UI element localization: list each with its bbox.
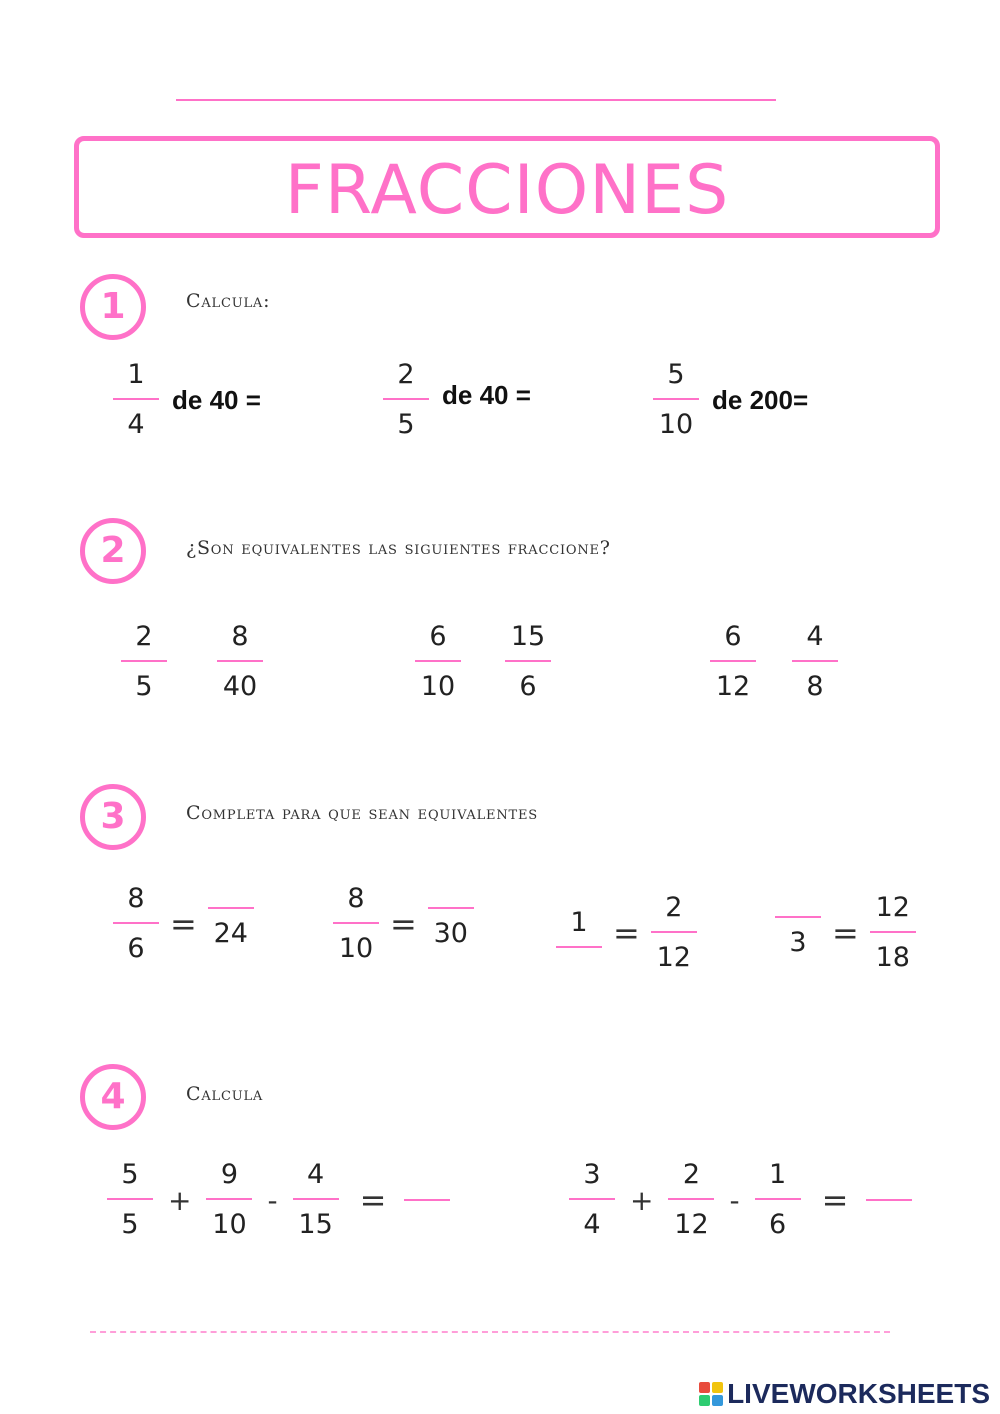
denominator: 40 <box>222 671 258 702</box>
section-3-instruction: Completa para que sean equivalentes <box>186 802 538 824</box>
ex3-item <box>112 884 255 964</box>
denominator: 5 <box>135 671 153 702</box>
numerator: 12 <box>875 892 910 923</box>
denominator: 10 <box>658 409 694 440</box>
denominator: 3 <box>789 927 807 958</box>
fraction <box>652 360 700 440</box>
answer-fraction[interactable] <box>774 908 822 958</box>
numerator: 4 <box>306 1159 325 1190</box>
numerator: 2 <box>135 621 153 652</box>
denominator: 10 <box>212 1209 247 1240</box>
answer-blank[interactable] <box>404 1199 450 1201</box>
fraction <box>504 622 552 702</box>
plus-sign: + <box>168 1183 192 1217</box>
ex2-pair <box>414 622 552 702</box>
fraction <box>754 1160 802 1240</box>
numerator: 8 <box>347 883 365 914</box>
equals-sign: = <box>170 905 197 943</box>
minus-sign: - <box>267 1183 278 1217</box>
page-title: FRACCIONES <box>284 151 730 230</box>
section-2-badge: 2 <box>80 518 146 584</box>
denominator: 6 <box>768 1209 787 1240</box>
equals-sign: = <box>832 914 859 952</box>
ex2-pair <box>120 622 264 702</box>
footer-divider <box>90 1331 890 1333</box>
answer-fraction[interactable] <box>207 899 255 949</box>
numerator: 1 <box>768 1159 787 1190</box>
answer-blank[interactable] <box>866 1199 912 1201</box>
ex1-item <box>652 360 808 440</box>
fraction <box>869 893 917 973</box>
numerator: 5 <box>667 359 685 390</box>
fraction <box>106 1160 154 1240</box>
fraction <box>667 1160 715 1240</box>
fraction <box>650 893 698 973</box>
section-4-instruction: Calcula <box>186 1083 264 1105</box>
denominator: 6 <box>519 671 537 702</box>
numerator: 8 <box>231 621 249 652</box>
name-line <box>176 99 776 101</box>
ex3-item <box>555 893 698 973</box>
brand-icon <box>699 1382 723 1406</box>
fraction <box>292 1160 340 1240</box>
ex4-expression <box>568 1160 912 1240</box>
fraction <box>216 622 264 702</box>
numerator: 8 <box>127 883 145 914</box>
fraction <box>414 622 462 702</box>
fraction <box>332 884 380 964</box>
fraction <box>382 360 430 440</box>
denominator: 30 <box>433 918 468 949</box>
title-box <box>74 136 940 238</box>
denominator: 24 <box>213 918 248 949</box>
denominator: 12 <box>656 942 691 973</box>
ex3-item <box>332 884 475 964</box>
fraction <box>568 1160 616 1240</box>
ex1-item <box>382 360 531 440</box>
minus-sign: - <box>729 1183 740 1217</box>
ex3-item <box>774 893 917 973</box>
numerator: 15 <box>510 621 546 652</box>
numerator: 1 <box>127 359 145 390</box>
fraction <box>112 884 160 964</box>
equals-sign: = <box>359 1181 387 1219</box>
denominator: 10 <box>338 933 374 964</box>
fraction <box>112 360 160 440</box>
numerator: 9 <box>220 1159 239 1190</box>
fraction <box>791 622 839 702</box>
ex2-pair <box>709 622 839 702</box>
ex1-item <box>112 360 261 440</box>
numerator: 6 <box>724 621 742 652</box>
numerator: 1 <box>570 907 588 938</box>
section-3-badge: 3 <box>80 784 146 850</box>
equals-sign: = <box>613 914 640 952</box>
section-2-instruction: ¿Son equivalentes las siguientes fraccione? <box>186 537 611 559</box>
brand-logo[interactable] <box>699 1378 990 1410</box>
fraction <box>709 622 757 702</box>
denominator: 12 <box>715 671 751 702</box>
section-4-badge: 4 <box>80 1064 146 1130</box>
equals-sign: = <box>821 1181 849 1219</box>
section-1-instruction: Calcula: <box>186 290 271 312</box>
numerator: 3 <box>583 1159 601 1190</box>
denominator: 4 <box>127 409 145 440</box>
numerator: 6 <box>429 621 447 652</box>
section-1-badge: 1 <box>80 274 146 340</box>
ex4-expression <box>106 1160 450 1240</box>
ex1-text: de 40 = <box>172 384 261 415</box>
numerator: 2 <box>397 359 415 390</box>
fraction <box>120 622 168 702</box>
denominator: 5 <box>121 1209 139 1240</box>
numerator: 2 <box>682 1159 701 1190</box>
numerator: 5 <box>121 1159 139 1190</box>
fraction <box>205 1160 253 1240</box>
brand-name: LIVEWORKSHEETS <box>727 1378 990 1409</box>
denominator: 6 <box>127 933 145 964</box>
denominator: 8 <box>806 671 824 702</box>
denominator: 15 <box>298 1209 333 1240</box>
ex1-text: de 200= <box>712 384 809 415</box>
denominator: 18 <box>875 942 910 973</box>
answer-fraction[interactable] <box>555 908 603 958</box>
denominator: 4 <box>583 1209 601 1240</box>
numerator: 2 <box>665 892 683 923</box>
ex1-text: de 40 = <box>442 379 531 410</box>
answer-fraction[interactable] <box>427 899 475 949</box>
equals-sign: = <box>390 905 417 943</box>
plus-sign: + <box>630 1183 654 1217</box>
denominator: 10 <box>420 671 456 702</box>
numerator: 4 <box>806 621 824 652</box>
denominator: 5 <box>397 409 415 440</box>
denominator: 12 <box>674 1209 709 1240</box>
